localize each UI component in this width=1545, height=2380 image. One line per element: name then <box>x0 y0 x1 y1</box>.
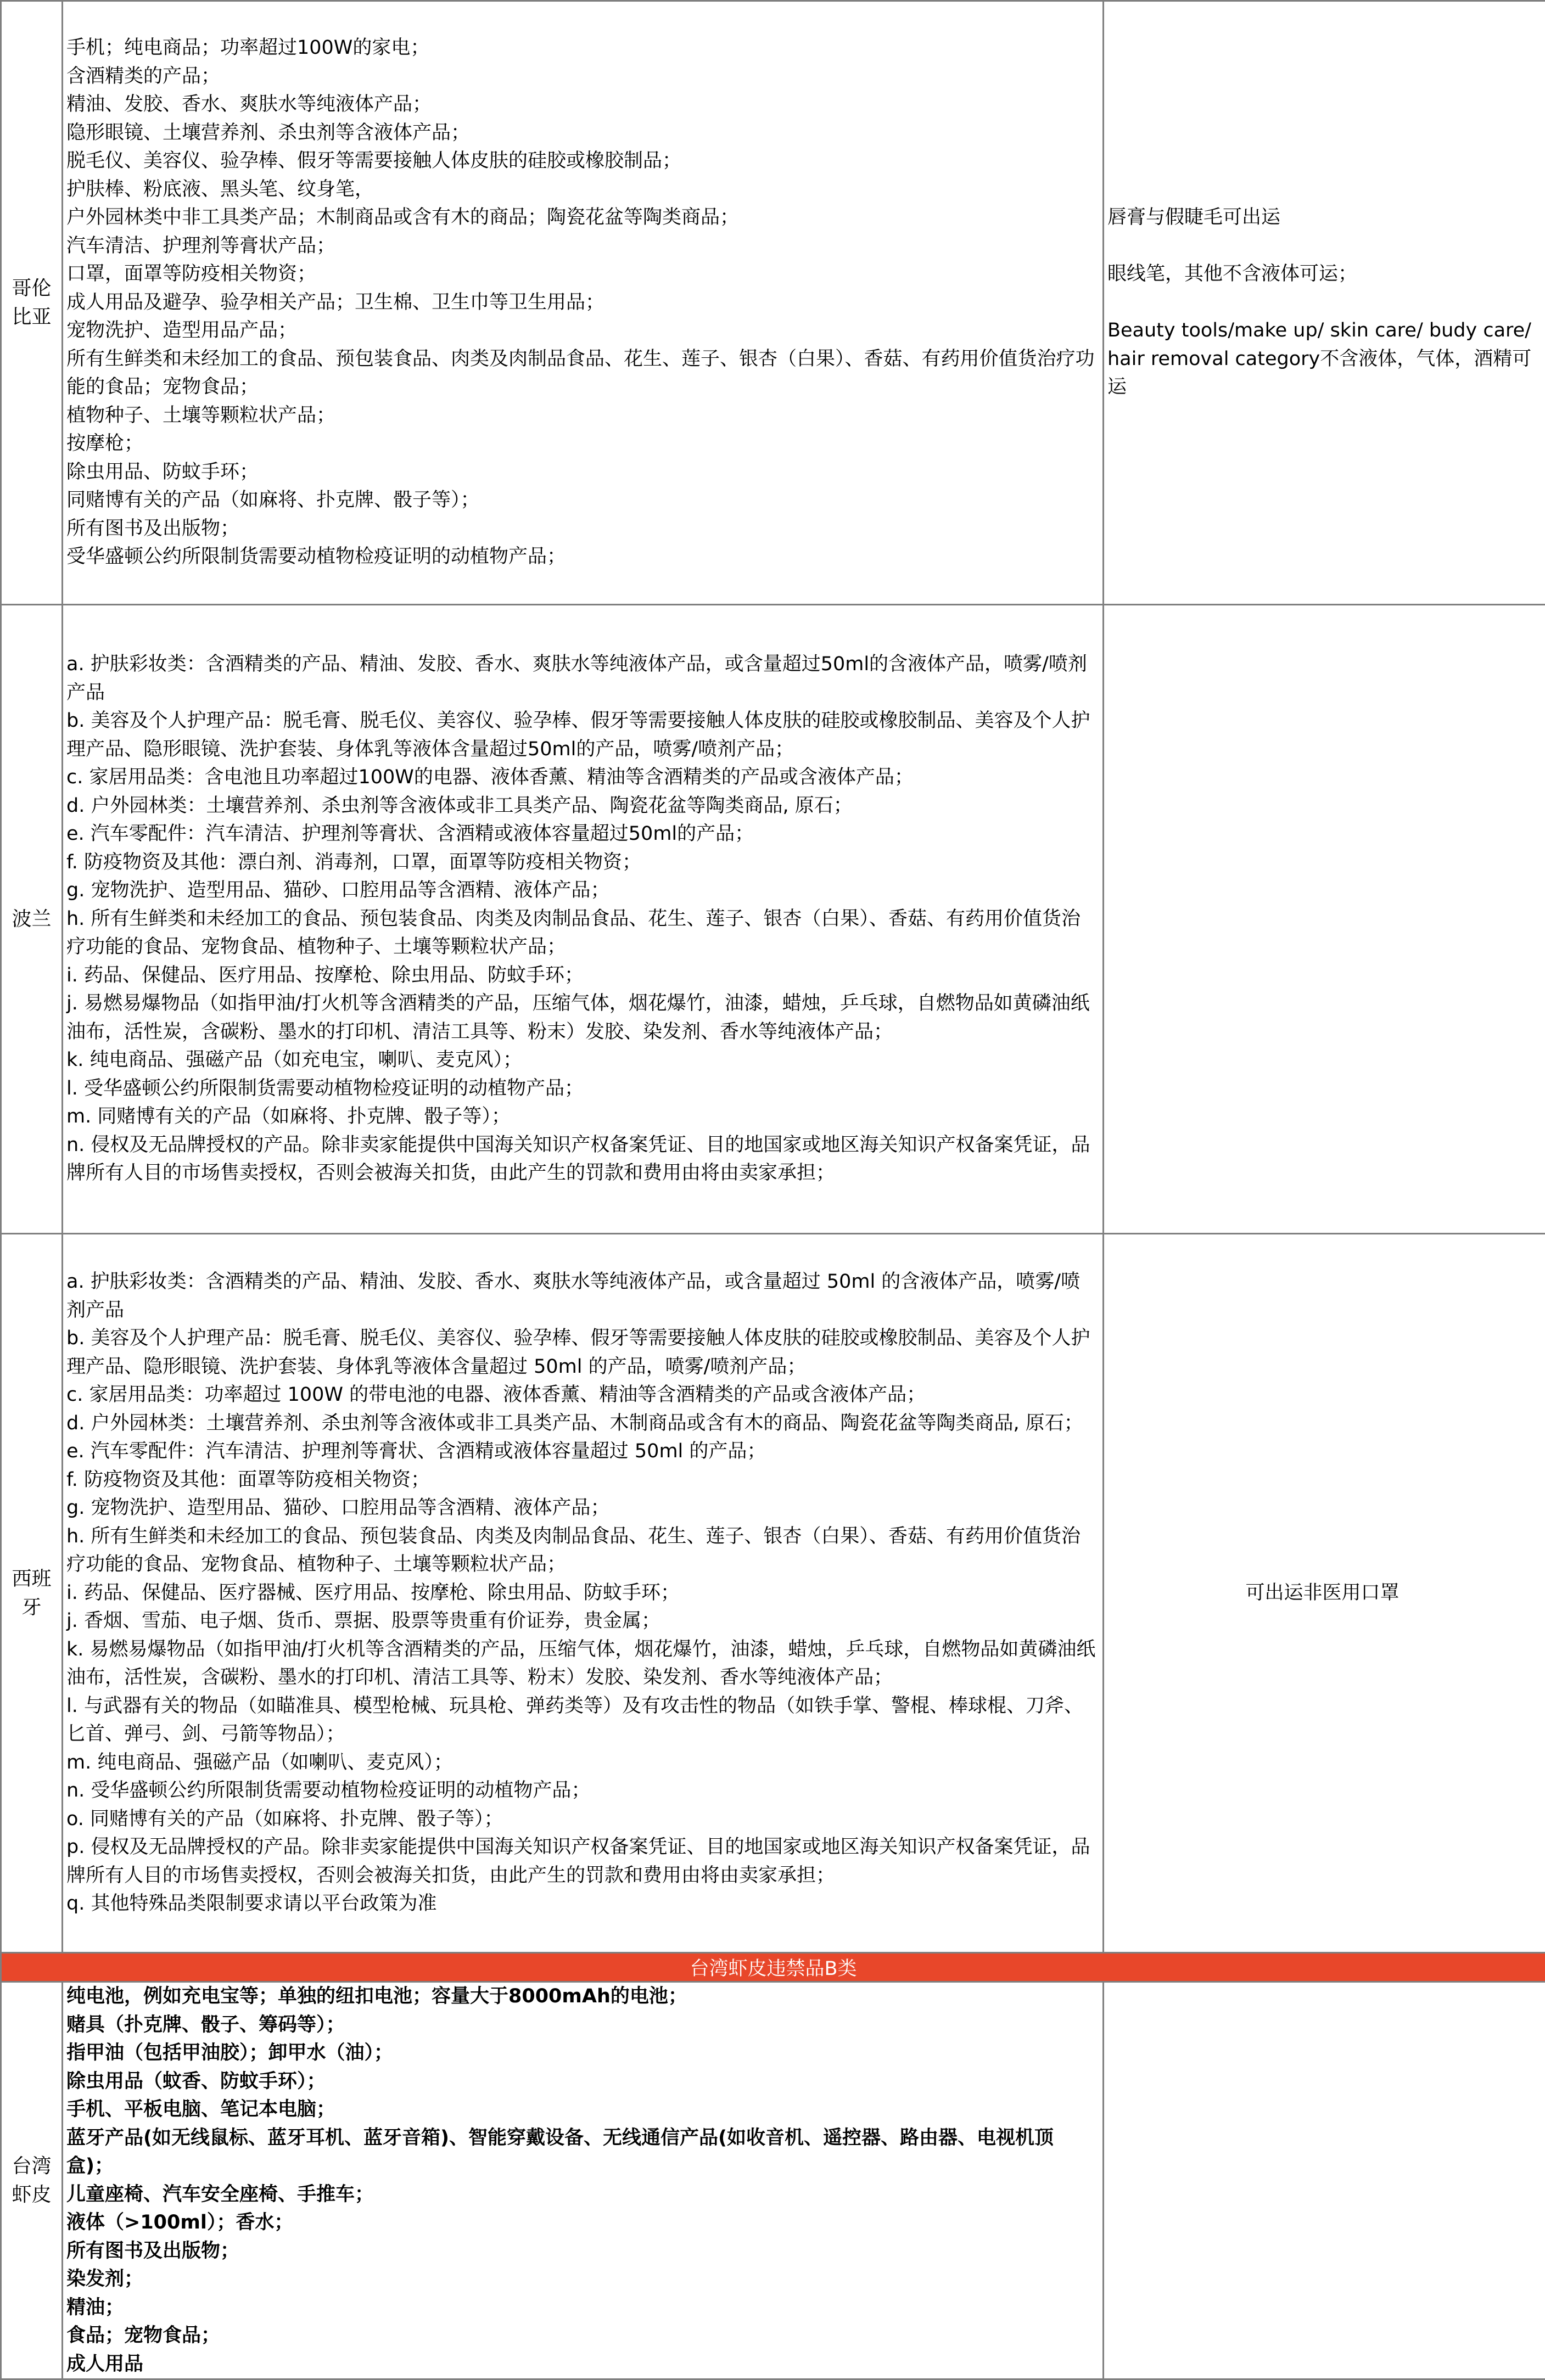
restricted-item: d. 户外园林类：土壤营养剂、杀虫剂等含液体或非工具类产品、陶瓷花盆等陶类商品, 原石； <box>66 792 1097 821</box>
restricted-item: g. 宠物洗护、造型用品、猫砂、口腔用品等含酒精、液体产品； <box>66 1494 1097 1523</box>
notes-cell[interactable] <box>1104 1 1545 605</box>
restricted-items-cell[interactable] <box>63 605 1104 1234</box>
restricted-item: 精油； <box>66 2294 1097 2322</box>
country-cell[interactable] <box>1 1982 63 2379</box>
restricted-item: q. 其他特殊品类限制要求请以平台政策为准 <box>66 1890 1097 1918</box>
restricted-item: 成人用品 <box>66 2350 1097 2379</box>
restricted-items-list <box>63 25 1102 580</box>
restricted-item: 儿童座椅、汽车安全座椅、手推车； <box>66 2181 1097 2209</box>
restricted-item: 手机；纯电商品；功率超过100W的家电； <box>66 34 1097 63</box>
restricted-item: 除虫用品（蚊香、防蚊手环）； <box>66 2068 1097 2096</box>
restricted-item: 护肤棒、粉底液、黑头笔、纹身笔， <box>66 176 1097 204</box>
restricted-item: 赌具（扑克牌、骰子、筹码等）； <box>66 2011 1097 2040</box>
restricted-item: 指甲油（包括甲油胶）；卸甲水（油）； <box>66 2039 1097 2068</box>
restricted-item: f. 防疫物资及其他：面罩等防疫相关物资； <box>66 1466 1097 1495</box>
section-header: 台湾虾皮违禁品B类 <box>1 1953 1545 1982</box>
restricted-item: 含酒精类的产品； <box>66 63 1097 91</box>
restricted-item: a. 护肤彩妆类：含酒精类的产品、精油、发胶、香水、爽肤水等纯液体产品，或含量超过50ml的含液体产品，喷雾/喷剂产品 <box>66 650 1097 707</box>
notes-cell[interactable] <box>1104 605 1545 1234</box>
restricted-item: g. 宠物洗护、造型用品、猫砂、口腔用品等含酒精、液体产品； <box>66 877 1097 905</box>
restricted-item: 成人用品及避孕、验孕相关产品；卫生棉、卫生巾等卫生用品； <box>66 289 1097 317</box>
restricted-item: f. 防疫物资及其他：漂白剂、消毒剂，口罩，面罩等防疫相关物资； <box>66 849 1097 877</box>
restricted-items-cell[interactable] <box>63 1 1104 605</box>
restricted-item: 宠物洗护、造型用品产品； <box>66 317 1097 345</box>
restricted-item: k. 易燃易爆物品（如指甲油/打火机等含酒精类的产品，压缩气体，烟花爆竹，油漆，蜡烛，乒乓球，自燃物品如黄磷油纸油布，活性炭，含碳粉、墨水的打印机、清洁工具等、粉末）发胶、染发剂、香水等纯液体产品； <box>66 1636 1097 1692</box>
restricted-item: 所有图书及出版物； <box>66 515 1097 543</box>
restricted-item: 纯电池，例如充电宝等；单独的纽扣电池；容量大于8000mAh的电池； <box>66 1983 1097 2011</box>
country-name: 哥伦比亚 <box>2 274 61 332</box>
restricted-item: 所有图书及出版物； <box>66 2237 1097 2266</box>
notes <box>1104 204 1545 402</box>
restricted-item: 蓝牙产品(如无线鼠标、蓝牙耳机、蓝牙音箱)、智能穿戴设备、无线通信产品(如收音机、遥控器、路由器、电视机顶盒)； <box>66 2124 1097 2181</box>
restricted-items-cell[interactable] <box>63 1982 1104 2379</box>
restricted-item: e. 汽车零配件：汽车清洁、护理剂等膏状、含酒精或液体容量超过50ml的产品； <box>66 820 1097 849</box>
restricted-item: 植物种子、土壤等颗粒状产品； <box>66 402 1097 430</box>
note-text: 唇膏与假睫毛可出运 <box>1107 204 1537 232</box>
restricted-item: 食品；宠物食品； <box>66 2322 1097 2350</box>
restricted-item: c. 家居用品类：功率超过 100W 的带电池的电器、液体香薰、精油等含酒精类的产品或含液体产品； <box>66 1381 1097 1410</box>
country-cell[interactable] <box>1 605 63 1234</box>
restricted-item: 隐形眼镜、土壤营养剂、杀虫剂等含液体产品； <box>66 119 1097 148</box>
note-text: 可出运非医用口罩 <box>1107 1579 1537 1608</box>
notes-cell[interactable] <box>1104 1982 1545 2379</box>
restricted-item: 液体（>100ml）；香水； <box>66 2209 1097 2237</box>
restricted-item: o. 同赌博有关的产品（如麻将、扑克牌、骰子等）； <box>66 1805 1097 1834</box>
restricted-item: k. 纯电商品、强磁产品（如充电宝，喇叭、麦克风）； <box>66 1046 1097 1075</box>
restricted-item: e. 汽车零配件：汽车清洁、护理剂等膏状、含酒精或液体容量超过 50ml 的产品； <box>66 1438 1097 1466</box>
restricted-item: h. 所有生鲜类和未经加工的食品、预包装食品、肉类及肉制品食品、花生、莲子、银杏（白果）、香菇、有药用价值货治疗功能的食品、宠物食品、植物种子、土壤等颗粒状产品； <box>66 905 1097 962</box>
restricted-items-list <box>63 642 1102 1197</box>
restricted-item: m. 同赌博有关的产品（如麻将、扑克牌、骰子等）； <box>66 1103 1097 1131</box>
restricted-item: 口罩，面罩等防疫相关物资； <box>66 260 1097 289</box>
restricted-items-cell[interactable] <box>63 1234 1104 1953</box>
restricted-item: h. 所有生鲜类和未经加工的食品、预包装食品、肉类及肉制品食品、花生、莲子、银杏（白果）、香菇、有药用价值货治疗功能的食品、宠物食品、植物种子、土壤等颗粒状产品； <box>66 1523 1097 1579</box>
country-cell[interactable] <box>1 1 63 605</box>
restricted-item: l. 受华盛顿公约所限制货需要动植物检疫证明的动植物产品； <box>66 1075 1097 1103</box>
section-header-row <box>1 1953 1545 1982</box>
restricted-item: 脱毛仪、美容仪、验孕棒、假牙等需要接触人体皮肤的硅胶或橡胶制品； <box>66 147 1097 176</box>
notes-cell[interactable] <box>1104 1234 1545 1953</box>
restricted-item: a. 护肤彩妆类：含酒精类的产品、精油、发胶、香水、爽肤水等纯液体产品，或含量超过 50ml 的含液体产品，喷雾/喷剂产品 <box>66 1268 1097 1324</box>
restricted-item: 户外园林类中非工具类产品；木制商品或含有木的商品；陶瓷花盆等陶类商品； <box>66 204 1097 232</box>
restricted-item: m. 纯电商品、强磁产品（如喇叭、麦克风）； <box>66 1749 1097 1777</box>
restricted-item: 染发剂； <box>66 2265 1097 2294</box>
restricted-item: 同赌博有关的产品（如麻将、扑克牌、骰子等）； <box>66 486 1097 515</box>
table-row <box>1 1982 1545 2379</box>
restricted-item: 按摩枪； <box>66 430 1097 458</box>
restricted-item: 除虫用品、防蚊手环； <box>66 458 1097 487</box>
country-name: 波兰 <box>2 905 61 934</box>
note-text: Beauty tools/make up/ skin care/ budy care/ hair removal category不含液体，气体，酒精可运 <box>1107 317 1537 402</box>
restricted-item: i. 药品、保健品、医疗用品、按摩枪、除虫用品、防蚊手环； <box>66 962 1097 990</box>
notes <box>1104 1579 1545 1608</box>
restricted-item: 汽车清洁、护理剂等膏状产品； <box>66 232 1097 261</box>
table-row <box>1 1 1545 605</box>
table-row <box>1 1234 1545 1953</box>
restricted-items-list <box>63 1259 1102 1927</box>
restricted-item: n. 侵权及无品牌授权的产品。除非卖家能提供中国海关知识产权备案凭证、目的地国家或地区海关知识产权备案凭证，品牌所有人目的市场售卖授权，否则会被海关扣货，由此产生的罚款和费用由将由卖家承担； <box>66 1131 1097 1188</box>
restricted-item: i. 药品、保健品、医疗器械、医疗用品、按摩枪、除虫用品、防蚊手环； <box>66 1579 1097 1608</box>
restricted-item: j. 易燃易爆物品（如指甲油/打火机等含酒精类的产品，压缩气体，烟花爆竹，油漆，蜡烛，乒乓球，自燃物品如黄磷油纸油布，活性炭，含碳粉、墨水的打印机、清洁工具等、粉末）发胶、染发剂、香水等纯液体产品； <box>66 990 1097 1046</box>
restricted-item: 精油、发胶、香水、爽肤水等纯液体产品； <box>66 91 1097 119</box>
restricted-item: 所有生鲜类和未经加工的食品、预包装食品、肉类及肉制品食品、花生、莲子、银杏（白果）、香菇、有药用价值货治疗功能的食品；宠物食品； <box>66 345 1097 402</box>
restricted-item: n. 受华盛顿公约所限制货需要动植物检疫证明的动植物产品； <box>66 1777 1097 1805</box>
restricted-item: b. 美容及个人护理产品：脱毛膏、脱毛仪、美容仪、验孕棒、假牙等需要接触人体皮肤的硅胶或橡胶制品、美容及个人护理产品、隐形眼镜、洗护套装、身体乳等液体含量超过 50ml 的产品，喷雾/喷剂产品； <box>66 1324 1097 1381</box>
note-text: 眼线笔，其他不含液体可运； <box>1107 260 1537 289</box>
restricted-item: 受华盛顿公约所限制货需要动植物检疫证明的动植物产品； <box>66 543 1097 571</box>
restricted-item: c. 家居用品类：含电池且功率超过100W的电器、液体香薰、精油等含酒精类的产品或含液体产品； <box>66 764 1097 792</box>
country-name: 台湾虾皮 <box>2 2152 61 2209</box>
country-cell[interactable] <box>1 1234 63 1953</box>
country-name: 西班牙 <box>2 1565 61 1622</box>
restricted-item: d. 户外园林类：土壤营养剂、杀虫剂等含液体或非工具类产品、木制商品或含有木的商品、陶瓷花盆等陶类商品, 原石； <box>66 1410 1097 1438</box>
restricted-item: p. 侵权及无品牌授权的产品。除非卖家能提供中国海关知识产权备案凭证、目的地国家或地区海关知识产权备案凭证，品牌所有人目的市场售卖授权，否则会被海关扣货，由此产生的罚款和费用由将由卖家承担； <box>66 1833 1097 1890</box>
restricted-item: l. 与武器有关的物品（如瞄准具、模型枪械、玩具枪、弹药类等）及有攻击性的物品（如铁手掌、警棍、棒球棍、刀斧、匕首、弹弓、剑、弓箭等物品）； <box>66 1692 1097 1749</box>
restricted-item: 手机、平板电脑、笔记本电脑； <box>66 2096 1097 2124</box>
table-row <box>1 605 1545 1234</box>
restricted-item: b. 美容及个人护理产品：脱毛膏、脱毛仪、美容仪、验孕棒、假牙等需要接触人体皮肤的硅胶或橡胶制品、美容及个人护理产品、隐形眼镜、洗护套装、身体乳等液体含量超过50ml的产品，喷雾/喷剂产品； <box>66 707 1097 764</box>
restricted-item: j. 香烟、雪茄、电子烟、货币、票据、股票等贵重有价证券，贵金属； <box>66 1607 1097 1636</box>
restricted-items-list <box>63 1983 1102 2378</box>
